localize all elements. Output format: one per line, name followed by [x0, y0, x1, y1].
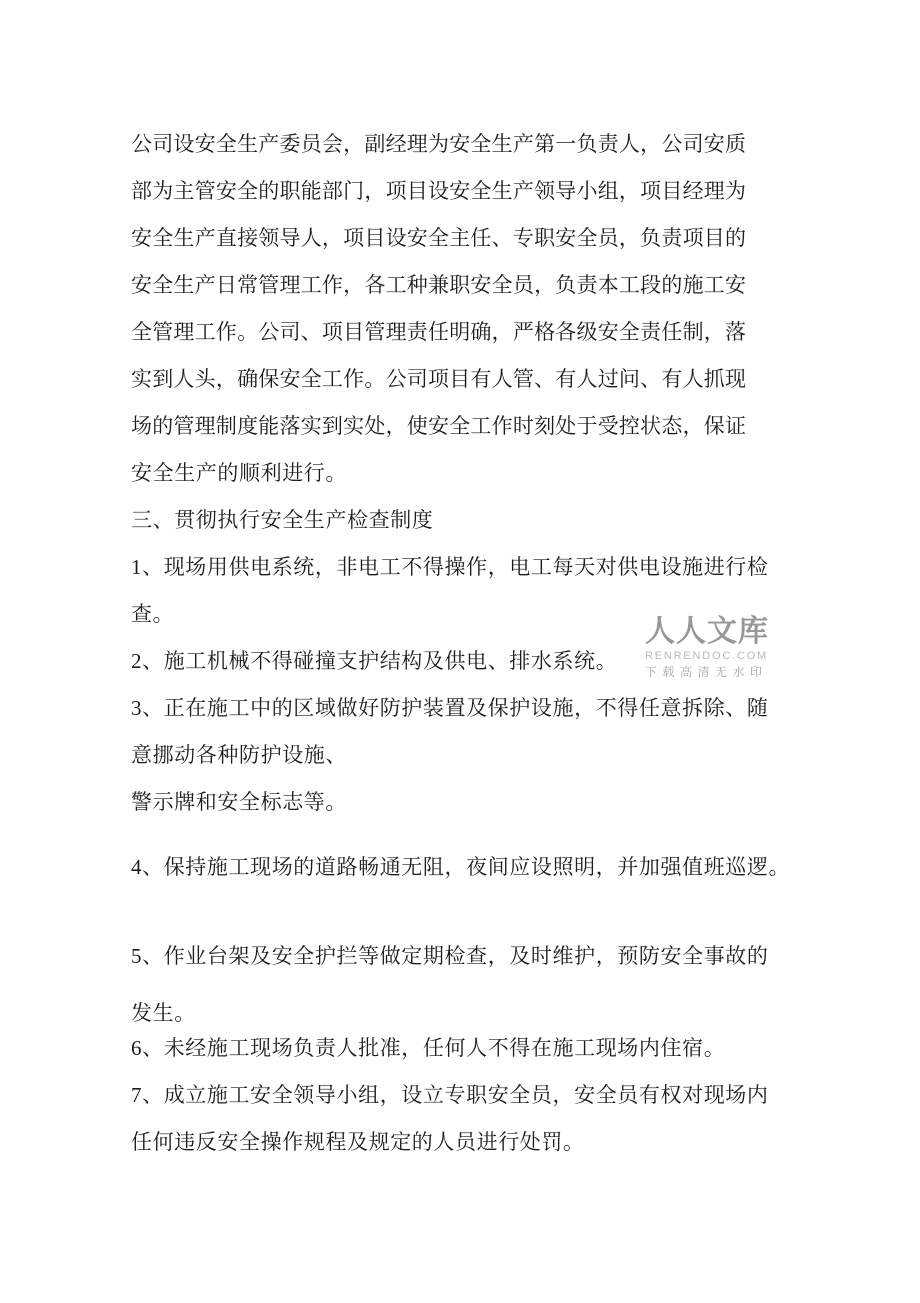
paragraph-line: 场的管理制度能落实到实处，使安全工作时刻处于受控状态，保证	[131, 414, 746, 438]
document-body	[131, 121, 791, 1166]
list-item-5-line: 5、作业台架及安全护拦等做定期检查，及时维护，预防安全事故的	[131, 944, 769, 968]
list-item-1-line: 查。	[131, 602, 175, 626]
section-heading: 三、贯彻执行安全生产检查制度	[131, 508, 434, 532]
paragraph-line: 实到人头，确保安全工作。公司项目有人管、有人过问、有人抓现	[131, 367, 746, 391]
list-item-3-line: 3、正在施工中的区域做好防护装置及保护设施，不得任意拆除、随	[131, 696, 769, 720]
watermark-domain: RENRENDOC.COM	[645, 650, 769, 662]
paragraph-line: 安全生产的顺利进行。	[131, 461, 347, 485]
paragraph-line: 安全生产直接领导人，项目设安全主任、专职安全员，负责项目的	[131, 226, 746, 250]
list-item-3-line: 意挪动各种防护设施、	[131, 743, 347, 767]
watermark-logo-text: 人人文库	[645, 615, 769, 648]
paragraph-line: 部为主管安全的职能部门，项目设安全生产领导小组，项目经理为	[131, 179, 746, 203]
paragraph-line: 全管理工作。公司、项目管理责任明确，严格各级安全责任制，落	[131, 320, 746, 344]
list-item-1-line: 1、现场用供电系统，非电工不得操作，电工每天对供电设施进行检	[131, 555, 769, 579]
paragraph-line: 安全生产日常管理工作，各工种兼职安全员，负责本工段的施工安	[131, 273, 746, 297]
list-item-4-line: 4、保持施工现场的道路畅通无阻，夜间应设照明，并加强值班巡逻。	[131, 855, 791, 879]
watermark-tagline: 下载高清无水印	[645, 665, 768, 679]
paragraph-line: 公司设安全生产委员会，副经理为安全生产第一负责人，公司安质	[131, 132, 746, 156]
list-item-5-line: 发生。	[131, 1001, 196, 1025]
list-item-7-line: 任何违反安全操作规程及规定的人员进行处罚。	[131, 1130, 585, 1154]
list-item-6-line: 6、未经施工现场负责人批准，任何人不得在施工现场内住宿。	[131, 1036, 726, 1060]
list-item-2-line: 2、施工机械不得碰撞支护结构及供电、排水系统。	[131, 649, 618, 673]
list-item-3-line: 警示牌和安全标志等。	[131, 790, 347, 814]
list-item-7-line: 7、成立施工安全领导小组，设立专职安全员，安全员有权对现场内	[131, 1083, 769, 1107]
